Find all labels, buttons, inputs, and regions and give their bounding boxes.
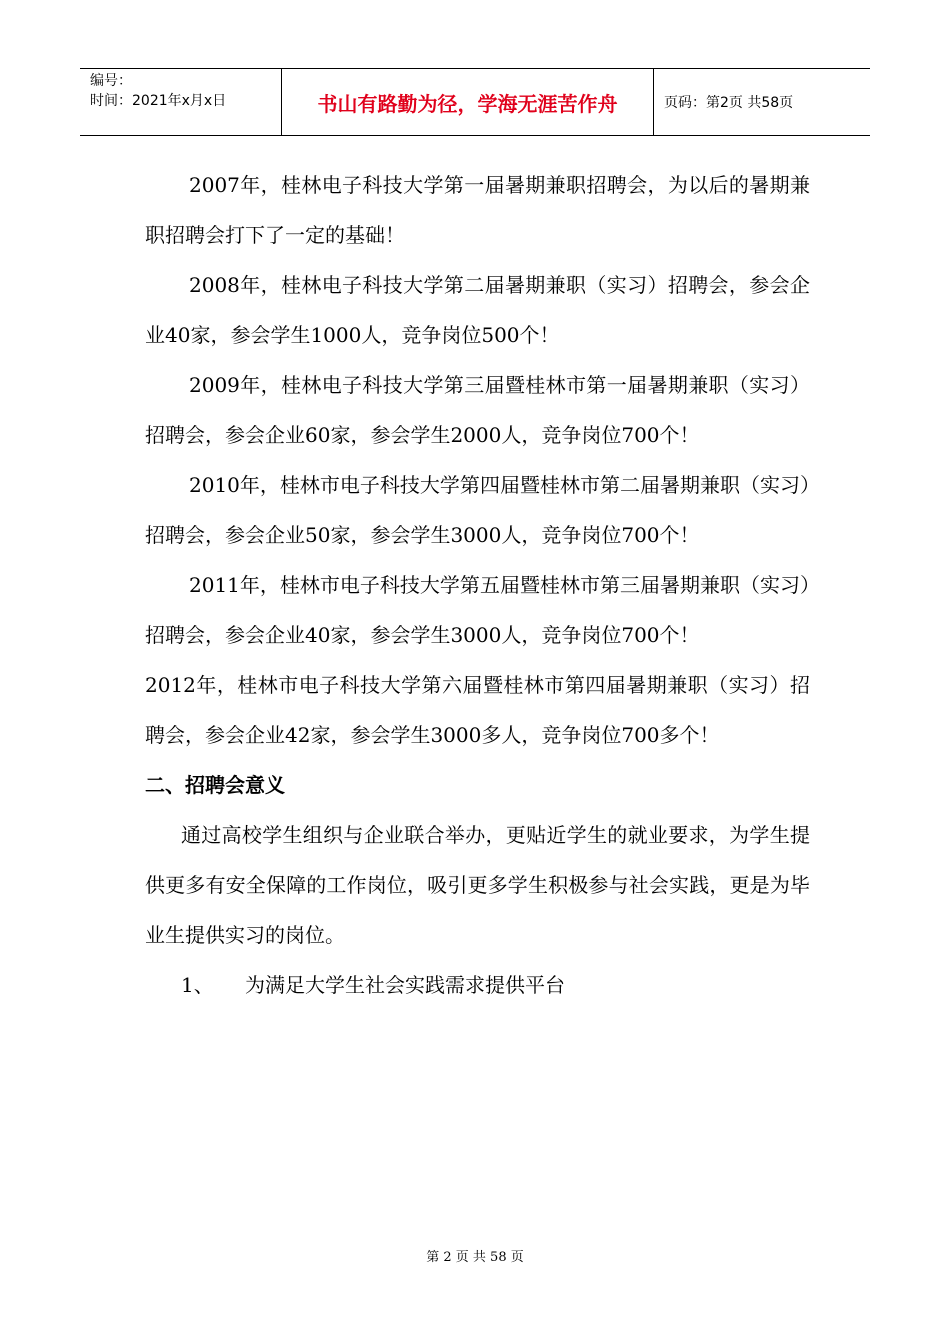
list-item-number: 1、 [181, 973, 214, 997]
paragraph-2012: 2012年，桂林市电子科技大学第六届暨桂林市第四届暑期兼职（实习）招聘会，参会企业42家，参会学生3000多人，竞争岗位700多个！ [145, 673, 810, 747]
paragraph-2009: 2009年，桂林电子科技大学第三届暨桂林市第一届暑期兼职（实习）招聘会，参会企业60家，参会学生2000人，竞争岗位700个！ [145, 373, 810, 447]
paragraph-2007: 2007年，桂林电子科技大学第一届暑期兼职招聘会，为以后的暑期兼职招聘会打下了一定的基础！ [145, 173, 810, 247]
document-number-label: 编号： [90, 73, 132, 89]
page-header [80, 68, 870, 136]
section-heading: 二、招聘会意义 [145, 773, 285, 797]
paragraph-2011: 2011年，桂林市电子科技大学第五届暨桂林市第三届暑期兼职（实习）招聘会，参会企业40家，参会学生3000人，竞争岗位700个！ [145, 573, 810, 647]
header-page-number: 页码：第2页 共58页 [664, 95, 794, 111]
document-date-label: 时间：2021年x月x日 [90, 93, 227, 109]
paragraph-2008: 2008年，桂林电子科技大学第二届暑期兼职（实习）招聘会，参会企业40家，参会学生1000人，竞争岗位500个！ [145, 273, 810, 347]
page-footer: 第 2 页 共 58 页 [426, 1250, 524, 1265]
list-item [145, 960, 810, 1010]
list-item-text: 为满足大学生社会实践需求提供平台 [245, 973, 565, 997]
section-paragraph: 通过高校学生组织与企业联合举办，更贴近学生的就业要求，为学生提供更多有安全保障的工作岗位，吸引更多学生积极参与社会实践，更是为毕业生提供实习的岗位。 [145, 823, 810, 947]
paragraph-2010: 2010年，桂林市电子科技大学第四届暨桂林市第二届暑期兼职（实习）招聘会，参会企业50家，参会学生3000人，竞争岗位700个！ [145, 473, 810, 547]
header-motto: 书山有路勤为径，学海无涯苦作舟 [281, 69, 654, 135]
header-meta [80, 69, 281, 135]
document-body [145, 160, 810, 1010]
